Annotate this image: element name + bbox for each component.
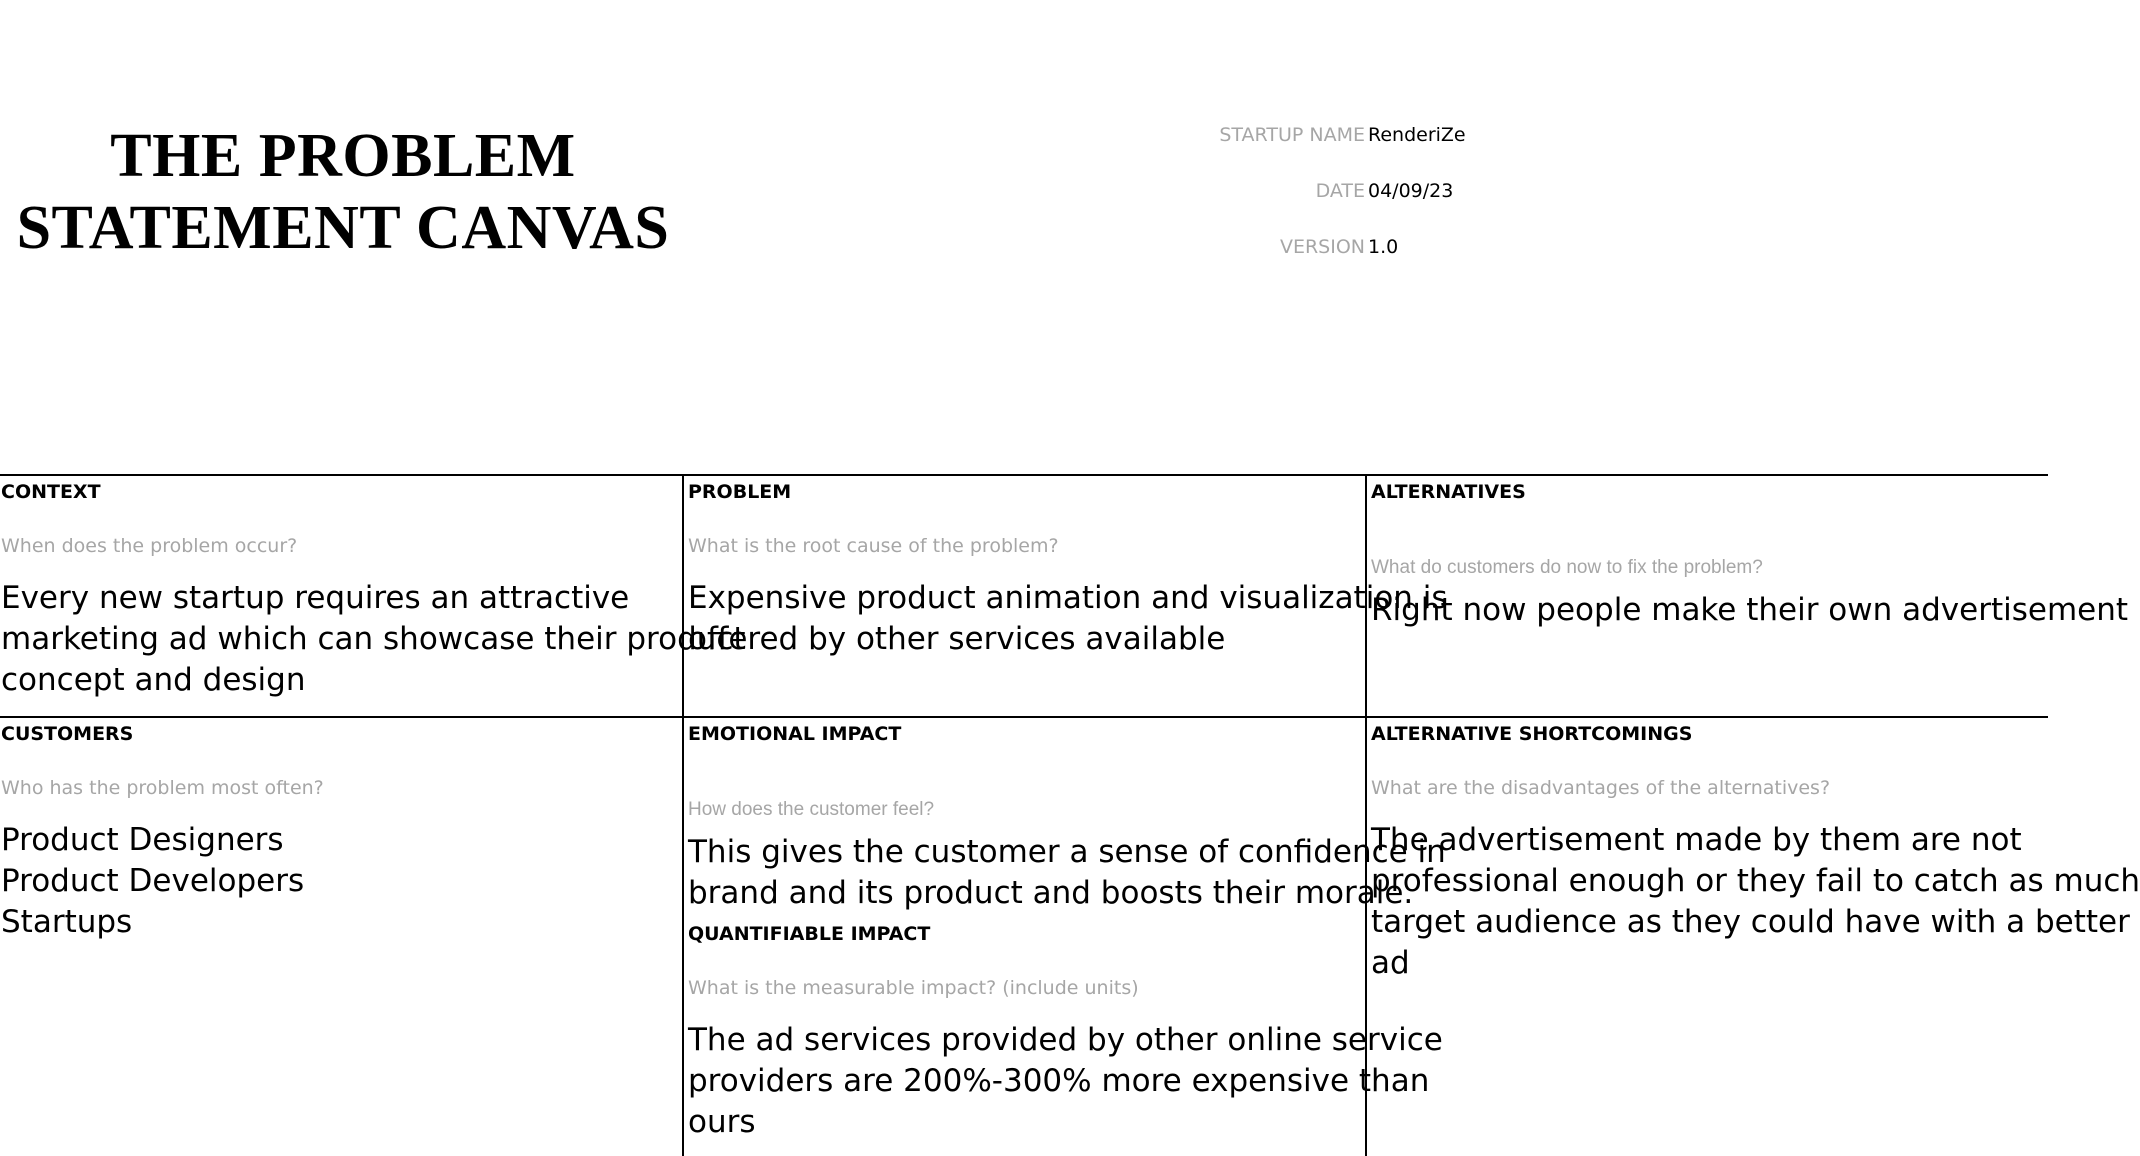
alternative-shortcomings-cell[interactable] [1365, 716, 2140, 1156]
customers-heading: CUSTOMERS [1, 723, 134, 745]
problem-line: offered by other services available [688, 621, 1226, 657]
alternatives-line: Right now people make their own advertisement [1371, 592, 2129, 628]
date-label: DATE [1315, 180, 1365, 202]
startup-name-label: STARTUP NAME [1219, 124, 1365, 146]
alternative-shortcomings-hint: What are the disadvantages of the alternatives? [1371, 777, 1831, 799]
emotional-impact-hint: How does the customer feel? [688, 799, 935, 820]
alternatives-heading: ALTERNATIVES [1371, 481, 1526, 503]
problem-heading: PROBLEM [688, 481, 792, 503]
emotional-impact-cell[interactable] [682, 716, 1446, 1156]
meta-version-row [1100, 236, 1466, 292]
meta-startup-name-row [1100, 124, 1466, 180]
quantifiable-impact-line: The ad services provided by other online service [688, 1022, 1443, 1058]
alternatives-text [1371, 590, 2129, 631]
title-line-2: STATEMENT CANVAS [16, 194, 670, 262]
customers-line: Product Designers [1, 822, 284, 858]
title-line-1: THE PROBLEM [110, 122, 576, 190]
emotional-impact-line: This gives the customer a sense of confidence in [688, 834, 1446, 870]
alternative-shortcomings-text [1371, 820, 2140, 984]
problem-text [688, 578, 1448, 660]
problem-hint: What is the root cause of the problem? [688, 535, 1059, 557]
context-hint: When does the problem occur? [1, 535, 298, 557]
customers-line: Product Developers [1, 863, 305, 899]
alternatives-cell[interactable] [1365, 476, 2129, 716]
alternative-shortcomings-line: professional enough or they fail to catch as much [1371, 863, 2140, 899]
alternative-shortcomings-line: target audience as they could have with a better [1371, 904, 2130, 940]
alternative-shortcomings-heading: ALTERNATIVE SHORTCOMINGS [1371, 723, 1693, 745]
startup-meta [1100, 124, 1466, 292]
alternative-shortcomings-line: The advertisement made by them are not [1371, 822, 2022, 858]
meta-date-row [1100, 180, 1466, 236]
version-value[interactable]: 1.0 [1368, 236, 1399, 258]
customers-line: Startups [1, 904, 133, 940]
context-heading: CONTEXT [1, 481, 101, 503]
context-line: concept and design [1, 662, 306, 698]
canvas-grid [0, 474, 2140, 1154]
problem-line: Expensive product animation and visualization is [688, 580, 1448, 616]
startup-name-value[interactable]: RenderiZe [1368, 124, 1466, 146]
emotional-impact-text [688, 832, 1446, 914]
quantifiable-impact-heading: QUANTIFIABLE IMPACT [688, 923, 931, 945]
emotional-impact-line: brand and its product and boosts their morale. [688, 875, 1414, 911]
context-line: Every new startup requires an attractive [1, 580, 630, 616]
quantifiable-impact-line: providers are 200%-300% more expensive than [688, 1063, 1430, 1099]
context-text [1, 578, 746, 701]
quantifiable-impact-line: ours [688, 1104, 756, 1140]
date-value[interactable]: 04/09/23 [1368, 180, 1454, 202]
alternatives-hint: What do customers do now to fix the problem? [1371, 557, 1763, 578]
canvas-title [0, 120, 686, 264]
customers-text [1, 820, 680, 943]
version-label: VERSION [1279, 236, 1365, 258]
problem-cell[interactable] [682, 476, 1448, 716]
quantifiable-impact-hint: What is the measurable impact? (include units) [688, 977, 1139, 999]
context-cell[interactable] [0, 476, 746, 716]
quantifiable-impact-text [688, 1020, 1443, 1143]
customers-cell[interactable] [0, 716, 682, 1156]
emotional-impact-heading: EMOTIONAL IMPACT [688, 723, 902, 745]
context-line: marketing ad which can showcase their product [1, 621, 746, 657]
customers-hint: Who has the problem most often? [1, 777, 324, 799]
alternative-shortcomings-line: ad [1371, 945, 1410, 981]
